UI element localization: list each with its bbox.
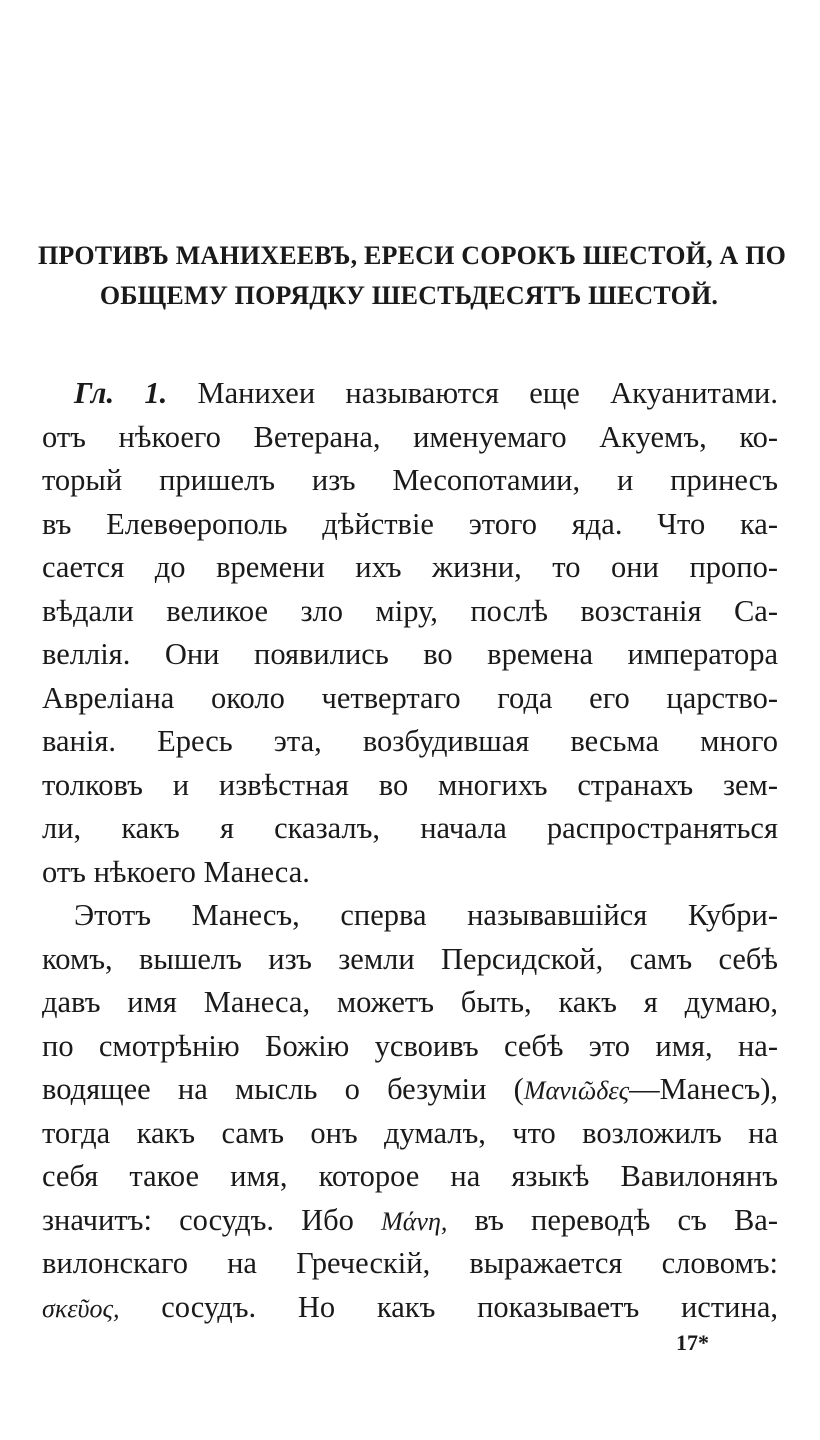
text-line: вилонскаго на Греческій, выражается словомъ:	[42, 1246, 778, 1280]
paragraph-2	[42, 894, 778, 1329]
chapter-label: Гл. 1.	[74, 376, 168, 410]
text-line: Гл. 1. Манихеи называются еще Акуанитами.	[74, 376, 778, 410]
text-line: тогда какъ самъ онъ думалъ, что возложилъ на	[42, 1115, 778, 1150]
text-line: ванія. Ересь эта, возбудившая весьма много	[42, 724, 778, 758]
text-line: Авреліана около четвертаго года его царство-	[42, 680, 778, 715]
greek-word-maniodes: Μανιῶδες	[523, 1076, 630, 1105]
greek-word-mane: Μάνη,	[381, 1206, 448, 1236]
text-line: давъ имя Манеса, можетъ быть, какъ я думаю,	[42, 985, 778, 1019]
text-line: отъ нѣкоего Ветерана, именуемаго Акуемъ, ко-	[42, 419, 778, 454]
paragraph-1	[42, 372, 778, 894]
text-line: Этотъ Манесъ, сперва называвшійся Кубри-	[74, 898, 778, 932]
text-line: толковъ и извѣстная во многихъ странахъ зем-	[42, 767, 778, 802]
greek-word-skeuos: σκεῦος,	[42, 1293, 120, 1323]
text-line: значитъ: сосудъ. Ибо Μάνη, въ переводѣ съ Ва-	[42, 1202, 778, 1237]
text-line: σκεῦος, сосудъ. Но какъ показываетъ истина,	[42, 1289, 778, 1324]
text-line: вѣдали великое зло міру, послѣ возстанія Са-	[42, 593, 778, 628]
section-heading	[38, 236, 787, 316]
text-line: отъ нѣкоего Манеса.	[42, 854, 310, 889]
text-line: въ Елевѳерополь дѣйствіе этого яда. Что ка-	[42, 506, 778, 541]
text-line: ли, какъ я сказалъ, начала распространяться	[42, 811, 778, 845]
text-line: сается до времени ихъ жизни, то они пропо-	[42, 550, 778, 584]
text-line: себя такое имя, которое на языкѣ Вавилонянъ	[42, 1159, 778, 1193]
heading-line-2: ОБЩЕМУ ПОРЯДКУ ШЕСТЬДЕСЯТЪ ШЕСТОЙ.	[99, 281, 719, 310]
folio-signature: 17*	[676, 1330, 709, 1355]
text-line: веллія. Они появились во времена императора	[42, 637, 778, 671]
text-line: по смотрѣнію Божію усвоивъ себѣ это имя, на-	[42, 1028, 778, 1063]
text-line: комъ, вышелъ изъ земли Персидской, самъ себѣ	[42, 941, 778, 976]
text-line: торый пришелъ изъ Месопотамии, и принесъ	[42, 463, 778, 497]
text-line: водящее на мысль о безуміи (Μανιῶδες—Манесъ),	[42, 1072, 778, 1106]
heading-line-1: ПРОТИВЪ МАНИХЕЕВЪ, ЕРЕСИ СОРОКЪ ШЕСТОЙ, А ПО	[38, 241, 787, 270]
